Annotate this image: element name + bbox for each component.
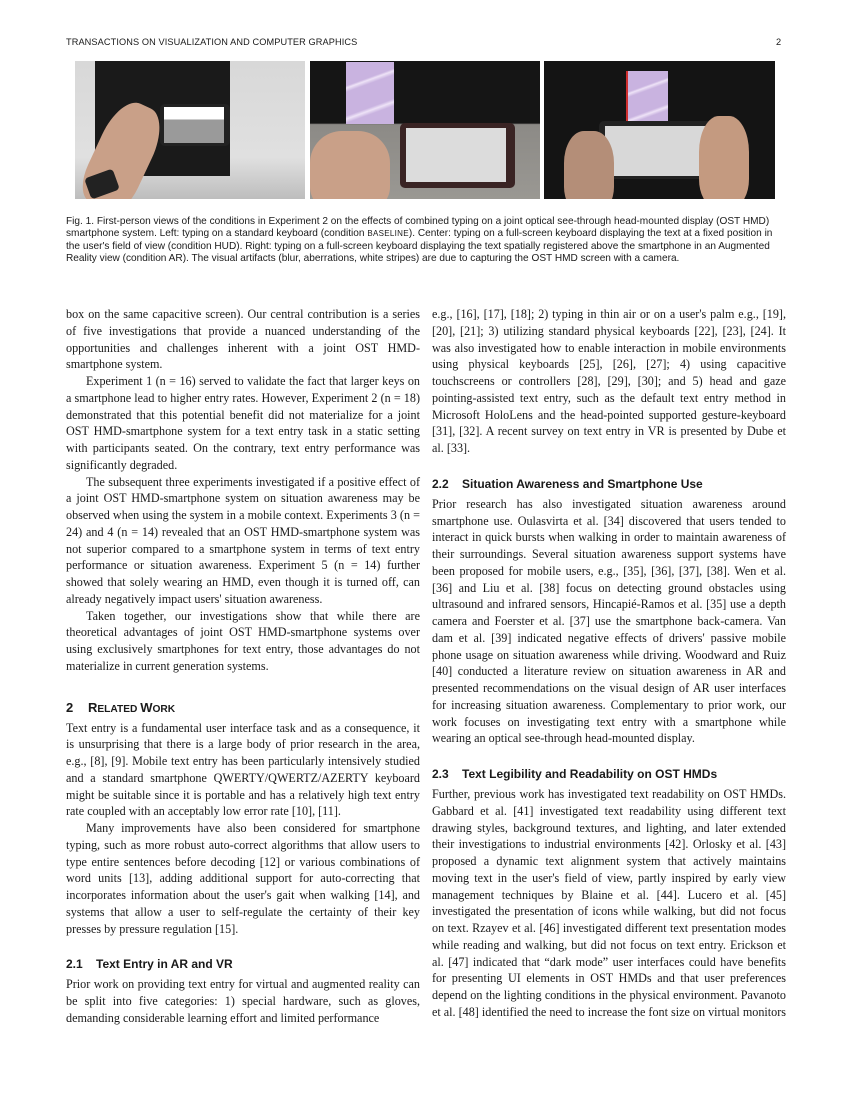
paragraph: box on the same capacitive screen). Our central contribution is a series of five investigations that provide a nuanced understanding of the opportunities and challenges inherent with a joint OST HMD-smartphone system.: [66, 307, 420, 372]
page-number: 2: [776, 37, 782, 47]
subsection-heading-situation-awareness: [432, 476, 786, 492]
heading-text: ORK: [152, 703, 176, 715]
figure-image-baseline: [75, 61, 305, 199]
paragraph: The subsequent three experiments investigated if a positive effect of a joint OST HMD-smartphone system on situation awareness may be observed when using the system in a mobile context. Experiments 3 (n = 24) and 4 (n = 14) revealed that an OST HMD-smartphone system was not superior compared to a smartphone system in terms of text entry performance or situation awareness. Experiment 5 (n = 14) further showed that solely wearing an HMD, even though it is turned off, can already negatively impact users' situation awareness.: [66, 474, 420, 606]
section-number: 2.1: [66, 957, 83, 972]
paragraph: Taken together, our investigations show that while there are theoretical advantages of joint OST HMD-smartphone systems over using exclusively smartphones for text entry, those advantages do not materialize in current generation systems.: [66, 608, 420, 673]
paragraph: Text entry is a fundamental user interface task and as a consequence, it is unsurprising that there is a large body of prior research in the area, e.g., [8], [9]. Mobile text entry has been particularly intensively studied and a standard smartphone QWERTY/QWERTZ/AZERTY keyboard might be suitable since it is portable and has a relatively high text entry rate coupled with an acceptably low error rate [10], [11].: [66, 720, 420, 819]
heading-text: ELATED: [97, 703, 141, 715]
heading-text: Text Entry in AR and VR: [96, 957, 233, 972]
section-number: 2: [66, 699, 74, 715]
paragraph: Experiment 1 (n = 16) served to validate the fact that larger keys on a smartphone lead to higher entry rates. However, Experiment 2 (n = 18) demonstrated that this potential benefit did not materialize for a joint OST HMD-smartphone system for a text entry task in a static setting with participants seated. On the contrary, text entry performance was significantly degraded.: [66, 374, 420, 472]
caption-text-cont: ). Center: typing on a full-screen keyboard displaying the text at a fixed position in the user's field of view (condition HUD). Right: typing on a full-screen keyboard displaying the text spatially registered above the smartphone in an Augmented Reality view (condition AR). The visual artifacts (blur, aberrations, white stripes) are due to capturing the OST HMD screen with a camera.: [66, 228, 773, 265]
paragraph: Many improvements have also been considered for smartphone typing, such as more robust auto-correct algorithms that allow users to type entire sentences before decoding [12] or various combinations of word units [13], adding additional support for auto-correcting that incorporates information about the user's gait when walking [14], and systems that allow a user to self-regulate the certainty of their key presses by pressure regulation [15].: [66, 821, 420, 936]
subsection-heading-text-entry: [66, 956, 420, 972]
paragraph: Prior work on providing text entry for virtual and augmented reality can be split into five categories: 1) special hardware, such as gloves, demanding considerable learning effort and limited performance: [66, 977, 420, 1025]
running-header-journal: TRANSACTIONS ON VISUALIZATION AND COMPUTER GRAPHICS: [66, 37, 358, 47]
heading-letter: R: [88, 699, 98, 715]
subsection-heading-text-legibility: [432, 766, 786, 782]
figure-image-ar: [544, 61, 775, 199]
section-number: 2.3: [432, 767, 449, 781]
paragraph: Further, previous work has investigated text readability on OST HMDs. Gabbard et al. [41] investigated text readability using different text drawing styles, background textures, and lighting, and later extended their investigations to industrial environments [42]. Orlosky et al. [43] proposed a dynamic text alignment system that actively maintains moving text in the user's field of view, partly inspired by early view management techniques by Blaine et al. [44]. Lucero et al. [45] investigated the presentation of icons while walking, but did not focus on text. Rzayev et al. [46] investigated different text presentation modes while reading and walking, but did not focus on text entry. Erickson et al. [47] indicated that “dark mode” user interfaces could have benefits for presenting UI elements in OST HMDs and that user preferences depend on the lighting conditions in the physical environment. Pavanoto et al. [48] identified the need to increase the font size on virtual monitors: [432, 787, 786, 1019]
section-heading-related-work: [66, 700, 420, 718]
figure-caption: [66, 216, 784, 266]
caption-text: Fig. 1. First-person views of the conditions in Experiment 2 on the effects of combined typing on a joint optical see-through head-mounted display (OST HMD) smartphone system. Left: typing on a standard keyboard (condition: [66, 216, 770, 240]
heading-letter: W: [140, 699, 153, 715]
heading-text: Situation Awareness and Smartphone Use: [462, 476, 703, 491]
right-column: [432, 306, 786, 1021]
paragraph: Prior research has also investigated situation awareness around smartphone use. Oulasvirta et al. [34] discovered that users tended to interact in quick bursts when walking in order to maintain awareness of their surroundings. Several situation awareness support systems have been proposed for mobile users, e.g., [35], [36], [37], [38]. Wen et al. [36] and Liu et al. [38] focus on detecting ground obstacles using ultrasound and infrared sensors, Hincapié-Ramos et al. [35] use a depth camera and Foerster et al. [37] use the smartphone back-camera. Van dam et al. [39] indicated negative effects of drivers' passive mobile phone usage on situation awareness while driving. Woodward and Ruiz [40] conducted a literature review on situation awareness in AR and presented recommendations on the visual design of AR user interfaces for increasing situation awareness. Complementary to prior work, our work focuses on investigating text entry with a smartphone while wearing an optical see-through head-mounted display.: [432, 496, 786, 746]
paragraph: e.g., [16], [17], [18]; 2) typing in thin air or on a user's palm e.g., [19], [20], [21]; 3) utilizing standard physical keyboards [22], [23], [24]. It was also investigated how to enable interaction in mobile environments using physical keyboards [25], [26], [27]; 4) using capacitive touchscreens or controllers [28], [29], [30]; and 5) head and gaze pointing-assisted text entry, such as the default text entry method in Microsoft HoloLens and the head-pointed supported gesture-keyboard [31], [32]. A recent survey on text entry in VR is presented by Dube et al. [33].: [432, 307, 786, 455]
left-column: [66, 306, 420, 1027]
heading-text: Text Legibility and Readability on OST HMDs: [462, 767, 718, 781]
figure-image-hud: [310, 61, 540, 199]
section-number: 2.2: [432, 476, 449, 491]
caption-condition-baseline: BASELINE: [367, 229, 409, 239]
